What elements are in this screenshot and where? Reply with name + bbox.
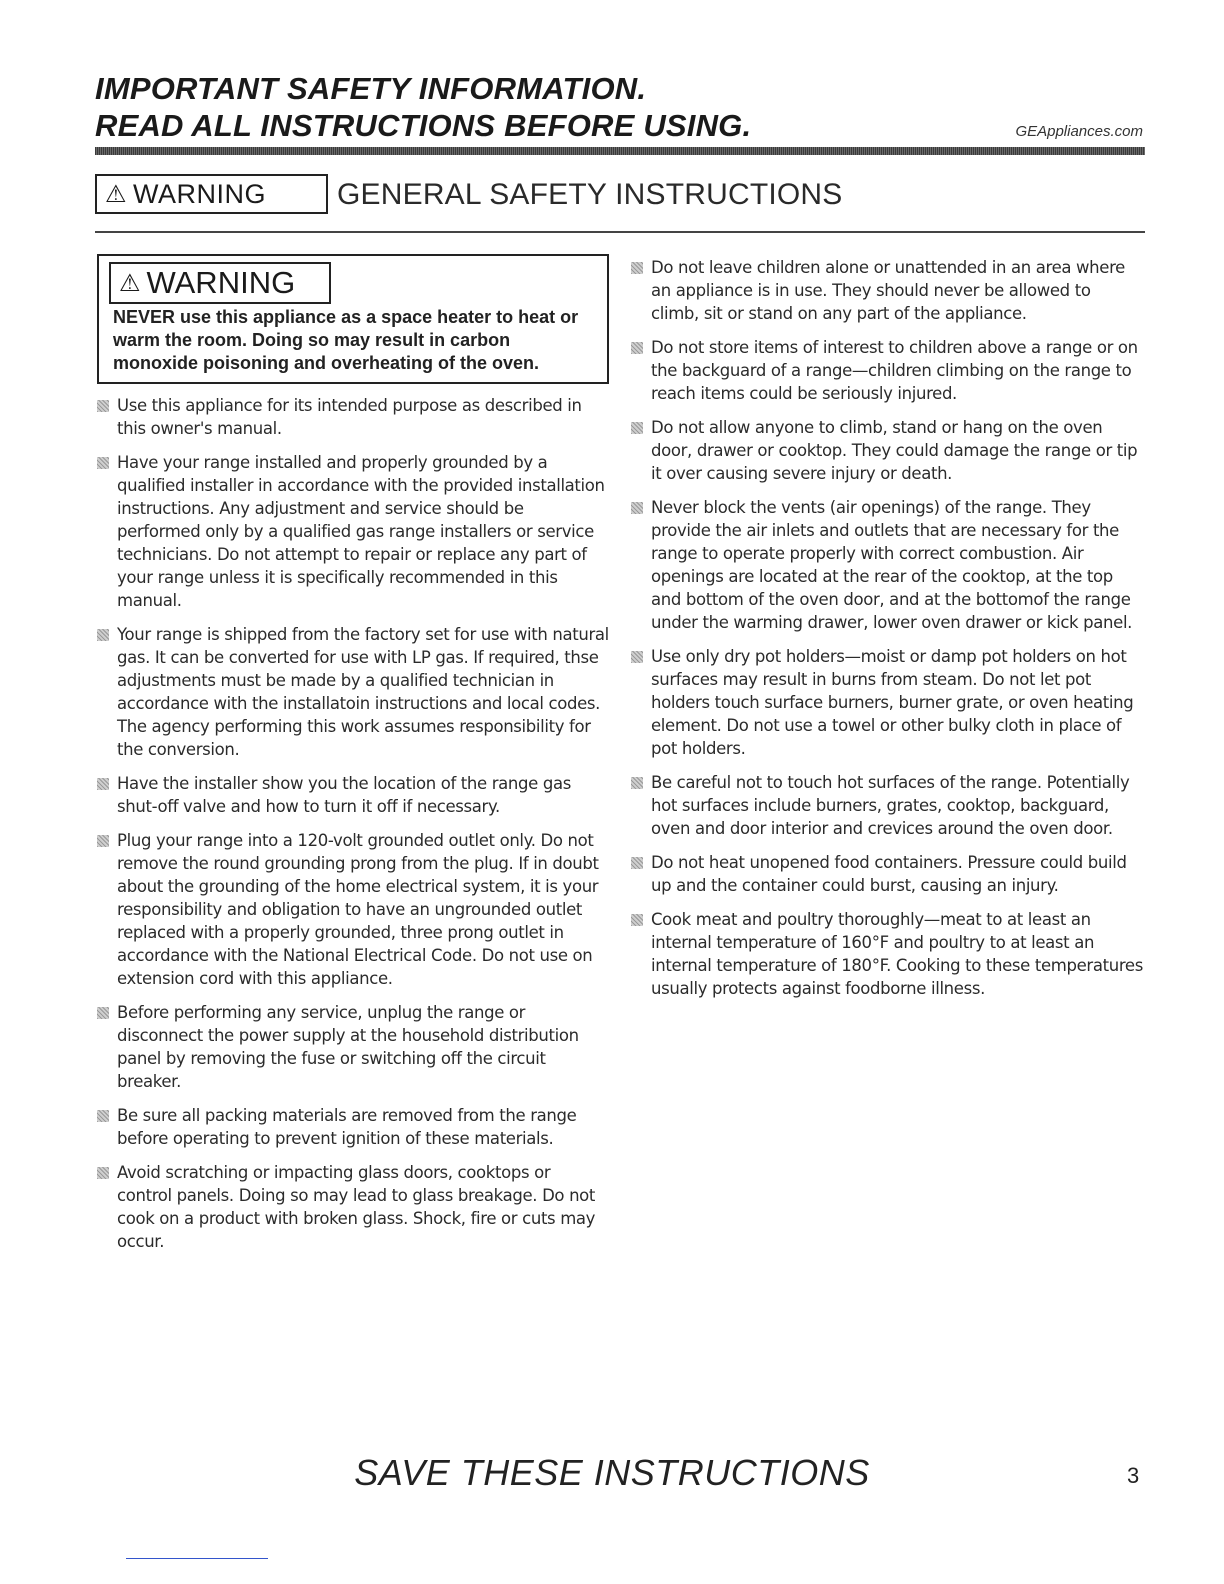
item-text: Before performing any service, unplug the range or disconnect the power supply at the household distribution panel by removing the fuse or switching off the circuit breaker.	[117, 1003, 579, 1091]
list-item	[631, 851, 1143, 897]
list-item	[97, 451, 609, 612]
list-item	[97, 394, 609, 440]
list-item	[97, 829, 609, 990]
item-text: Plug your range into a 120-volt grounded outlet only. Do not remove the round grounding prong from the plug. If in doubt about the grounding of the home electrical system, it is your responsibility and obligation to have an ungrounded outlet replaced with a properly grounded, three prong outlet in accordance with the National Electrical Code. Do not use on extension cord with this appliance.	[117, 831, 599, 988]
list-item	[97, 1001, 609, 1093]
list-item	[97, 772, 609, 818]
warning-box-text: NEVER use this appliance as a space heater to heat or warm the room. Doing so may result in carbon monoxide poisoning and overheating of the oven.	[113, 307, 579, 373]
list-item	[97, 623, 609, 761]
warning-tag	[95, 174, 328, 214]
square-bullet-icon	[631, 342, 643, 354]
page-header	[95, 70, 1145, 144]
item-text: Have the installer show you the location of the range gas shut-off valve and how to turn it off if necessary.	[117, 774, 571, 816]
item-text: Do not allow anyone to climb, stand or hang on the oven door, drawer or cooktop. They could damage the range or tip it over causing severe injury or death.	[651, 418, 1138, 483]
item-text: Have your range installed and properly grounded by a qualified installer in accordance with the provided installation instructions. Any adjustment and service should be performed only by a qualified gas range installers or service technicians. Do not attempt to repair or replace any part of your range unless it is specifically recommended in this manual.	[117, 453, 605, 610]
square-bullet-icon	[631, 651, 643, 663]
warning-triangle-icon: ⚠	[105, 180, 128, 208]
warning-box	[97, 254, 609, 384]
list-item	[631, 336, 1143, 405]
bottom-link-underline	[126, 1558, 268, 1559]
warning-box-tag	[109, 262, 331, 304]
square-bullet-icon	[631, 914, 643, 926]
item-text: Do not store items of interest to children above a range or on the backguard of a range—children climbing on the range to reach items could be seriously injured.	[651, 338, 1138, 403]
list-item	[97, 1161, 609, 1253]
list-item	[631, 416, 1143, 485]
warning-triangle-icon: ⚠	[119, 269, 141, 297]
square-bullet-icon	[97, 1007, 109, 1019]
item-text: Do not leave children alone or unattended in an area where an appliance is in use. They should never be allowed to climb, sit or stand on any part of the appliance.	[651, 258, 1125, 323]
item-text: Your range is shipped from the factory set for use with natural gas. It can be converted for use with LP gas. If required, thse adjustments must be made by a qualified technician in accordance with the installatoin instructions and local codes. The agency performing this work assumes responsibility for the conversion.	[117, 625, 609, 759]
item-text: Use this appliance for its intended purpose as described in this owner's manual.	[117, 396, 582, 438]
square-bullet-icon	[97, 400, 109, 412]
square-bullet-icon	[97, 1110, 109, 1122]
list-item	[631, 645, 1143, 760]
list-item	[97, 1104, 609, 1150]
list-item	[631, 256, 1143, 325]
square-bullet-icon	[97, 1167, 109, 1179]
square-bullet-icon	[631, 422, 643, 434]
list-item	[631, 496, 1143, 634]
item-text: Be careful not to touch hot surfaces of the range. Potentially hot surfaces include burners, grates, cooktop, backguard, oven and door interior and crevices around the oven door.	[651, 773, 1130, 838]
square-bullet-icon	[631, 777, 643, 789]
item-text: Cook meat and poultry thoroughly—meat to at least an internal temperature of 160°F and poultry to at least an internal temperature of 180°F. Cooking to these temperatures usually protects against foodborne illness.	[651, 910, 1143, 998]
square-bullet-icon	[97, 457, 109, 469]
warning-box-label: WARNING	[146, 265, 296, 300]
section-heading	[95, 172, 1145, 222]
square-bullet-icon	[97, 629, 109, 641]
website-url: GEAppliances.com	[1015, 123, 1143, 140]
item-text: Never block the vents (air openings) of the range. They provide the air inlets and outlets that are necessary for the range to operate properly with correct combustion. Air openings are located at the rear of the cooktop, at the top and bottom of the oven door, and at the bottomof the range under the warming drawer, lower oven drawer or kick panel.	[651, 498, 1133, 632]
section-title: GENERAL SAFETY INSTRUCTIONS	[337, 178, 843, 211]
warning-label: WARNING	[133, 178, 267, 209]
square-bullet-icon	[631, 857, 643, 869]
section-rule	[95, 231, 1145, 233]
save-instructions-footer: SAVE THESE INSTRUCTIONS	[354, 1452, 870, 1493]
square-bullet-icon	[97, 778, 109, 790]
item-text: Be sure all packing materials are removed from the range before operating to prevent ignition of these materials.	[117, 1106, 577, 1148]
item-text: Do not heat unopened food containers. Pressure could build up and the container could burst, causing an injury.	[651, 853, 1127, 895]
title-line-2: READ ALL INSTRUCTIONS BEFORE USING.	[95, 108, 752, 143]
square-bullet-icon	[97, 835, 109, 847]
list-item	[631, 908, 1143, 1000]
item-text: Avoid scratching or impacting glass doors, cooktops or control panels. Doing so may lead to glass breakage. Do not cook on a product with broken glass. Shock, fire or cuts may occur.	[117, 1163, 596, 1251]
left-column	[97, 254, 609, 1264]
square-bullet-icon	[631, 262, 643, 274]
header-rule	[95, 147, 1145, 155]
page-number: 3	[1127, 1463, 1140, 1488]
right-column	[631, 256, 1143, 1011]
item-text: Use only dry pot holders—moist or damp pot holders on hot surfaces may result in burns from steam. Do not let pot holders touch surface burners, burner grate, or oven heating element. Do not use a towel or other bulky cloth in place of pot holders.	[651, 647, 1134, 758]
list-item	[631, 771, 1143, 840]
square-bullet-icon	[631, 502, 643, 514]
title-line-1: IMPORTANT SAFETY INFORMATION.	[95, 71, 647, 106]
